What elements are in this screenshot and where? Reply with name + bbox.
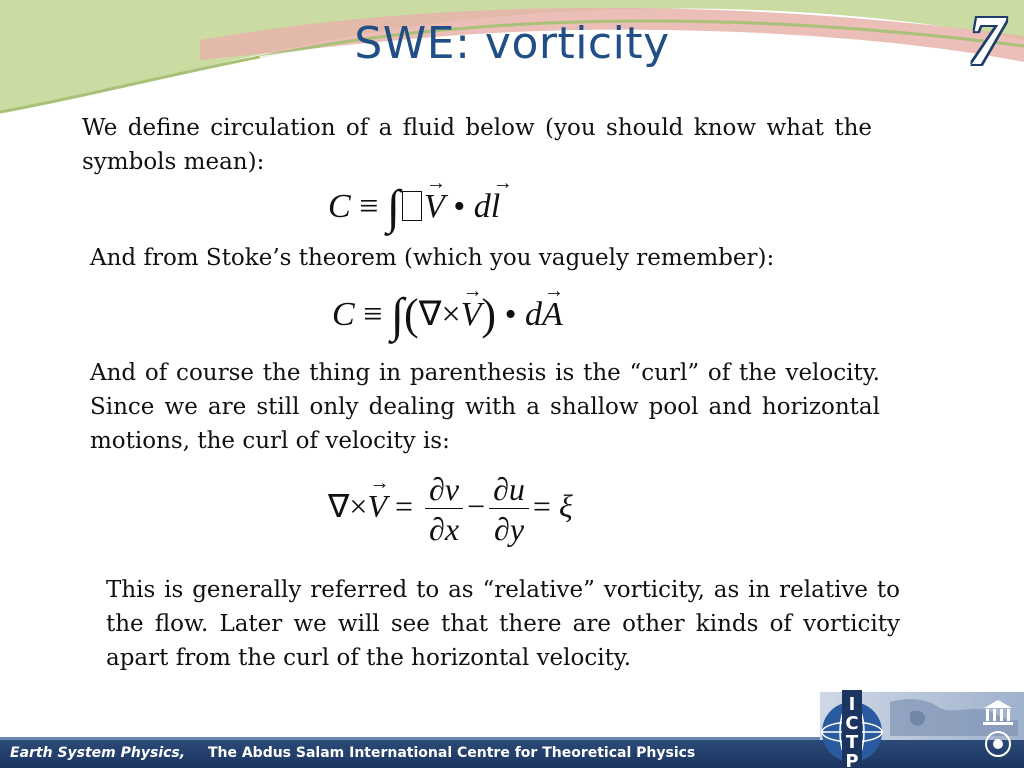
eq2-integral: ∫ (390, 289, 405, 342)
slide-number: 7 (969, 3, 1004, 80)
eq1-integral: ∫ (386, 181, 401, 234)
eq2-equiv: ≡ (363, 296, 383, 333)
logo-letter-p: P (845, 751, 859, 768)
slide-title: SWE: vorticity (354, 18, 670, 69)
paragraph-stokes: And from Stoke’s theorem (which you vaguely remember): (90, 245, 775, 271)
eq3-equals: = (395, 487, 414, 524)
equation-stokes (332, 288, 563, 343)
ictp-globe-logo (812, 690, 892, 768)
eq2-dot: • (504, 296, 517, 333)
footer-left: Earth System Physics, (10, 745, 186, 761)
eq3-equals-2: = (532, 487, 551, 524)
paragraph-curl: And of course the thing in parenthesis is the “curl” of the velocity. Since we are still only dealing with a shallow pool and horizontal motions, the curl of velocity is: (90, 360, 880, 454)
eq1-d: d (473, 188, 491, 225)
footer-organization: The Abdus Salam International Centre for Theoretical Physics (207, 745, 696, 761)
fraction-denominator: ∂x (429, 511, 460, 547)
paragraph-relative-vorticity: This is generally referred to as “relative” vorticity, as in relative to the flow. Later we will see that there are other kinds of vorticity apart from the curl of the horizontal velocity. (106, 577, 900, 671)
eq2-right-paren: ) (481, 290, 497, 339)
eq1-lhs: C (328, 188, 351, 225)
fraction-dv-dx (425, 470, 463, 549)
fraction-numerator: ∂v (425, 470, 463, 509)
missing-glyph-box (402, 191, 422, 221)
eq2-left-paren: ( (404, 290, 419, 339)
eq2-vector-v: → V (461, 296, 482, 334)
eq1-vector-v: → V (424, 188, 445, 226)
eq3-nabla: ∇ (328, 487, 350, 524)
fraction-du-dy (489, 470, 529, 549)
fraction-denominator: ∂y (494, 511, 525, 547)
equation-circulation (328, 180, 500, 235)
eq3-minus: − (467, 487, 486, 524)
eq3-times: × (349, 487, 368, 524)
eq1-dot: • (453, 188, 466, 225)
logo-letter-c: C (845, 713, 859, 734)
equation-vorticity (328, 470, 573, 549)
eq2-lhs: C (332, 296, 355, 333)
logo-letter-t: T (845, 732, 859, 753)
eq2-vector-a: → A (542, 296, 563, 334)
eq2-times: × (441, 296, 461, 333)
eq1-vector-l: → l (491, 188, 500, 226)
eq2-d: d (524, 296, 542, 333)
eq3-xi: ξ (558, 487, 573, 524)
eq2-nabla: ∇ (418, 296, 442, 333)
logo-letter-i: I (848, 694, 856, 715)
paragraph-circulation: We define circulation of a fluid below (you should know what the symbols mean): (82, 115, 872, 175)
eq1-equiv: ≡ (359, 188, 379, 225)
eq3-vector-v: → V (367, 488, 387, 525)
footer-text (10, 745, 695, 761)
unesco-temple-logo (978, 696, 1018, 760)
fraction-numerator: ∂u (489, 470, 529, 509)
